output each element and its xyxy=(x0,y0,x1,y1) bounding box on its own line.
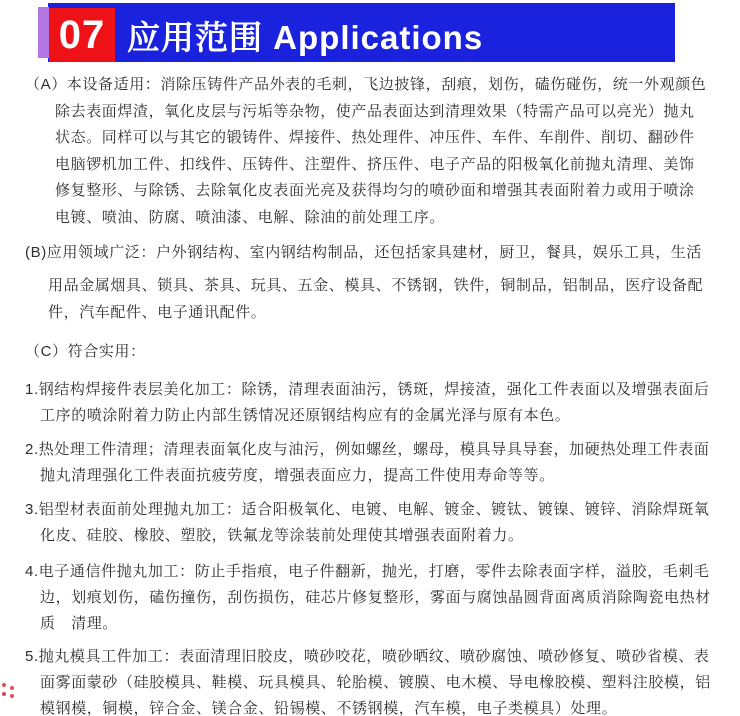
text-line: 面雾面蒙砂（硅胶模具、鞋模、玩具模具、轮胎模、镀膜、电木模、导电橡胶模、塑料注胶模，铝 xyxy=(40,674,711,691)
section-number: 07 xyxy=(58,12,106,57)
text-line: 除去表面焊渣，氧化皮层与污垢等杂物，使产品表面达到清理效果（特需产品可以亮光）抛丸 xyxy=(55,102,695,120)
text-line: （A）本设备适用：消除压铸件产品外表的毛刺，飞边披锋，刮痕，划伤，磕伤碰伤，统一外观颜色 xyxy=(25,76,707,93)
text-line: 3.铝型材表面前处理抛丸加工：适合阳极氧化、电镀、电解、镀金、镀钛、镀镍、镀锌、消除焊斑氧 xyxy=(25,501,710,518)
text-line: 边，划痕划伤，磕伤撞伤，刮伤损伤，硅芯片修复整形，雾面与腐蚀晶圆背面离质消除陶瓷电热材 xyxy=(40,589,711,606)
text-line: 5.抛丸模具工件加工：表面清理旧胶皮，喷砂咬花，喷砂晒纹、喷砂腐蚀、喷砂修复、喷砂省模、表 xyxy=(25,648,710,665)
red-ink-mark xyxy=(2,683,6,687)
text-line: 1.钢结构焊接件表层美化加工：除锈，清理表面油污，锈斑，焊接渣，强化工件表面以及增强表面后 xyxy=(25,381,710,398)
text-line: 用品金属烟具、锁具、茶具、玩具、五金、模具、不锈钢，铁件，铜制品，铝制品，医疗设备配 xyxy=(48,277,704,294)
text-line: 模钢模，铜模，锌合金、镁合金、铅锡模、不锈钢模，汽车模，电子类模具）处理。 xyxy=(40,700,618,716)
paragraph-c-heading xyxy=(25,339,725,365)
text-line: 电镀、喷油、防腐、喷油漆、电解、除油的前处理工序。 xyxy=(55,208,446,226)
text-line: 质 清理。 xyxy=(40,615,119,632)
text-line: （C）符合实用： xyxy=(25,343,146,360)
text-line: 化皮、硅胶、橡胶、塑胶，铁氟龙等涂装前处理使其增强表面附着力。 xyxy=(40,527,524,544)
section-banner xyxy=(38,3,675,62)
paragraph-b xyxy=(25,239,725,326)
list-item-4 xyxy=(25,559,725,637)
text-line: 4.电子通信件抛丸加工：防止手指痕，电子件翻新，抛光，打磨，零件去除表面字样，溢胶，毛刺毛 xyxy=(25,563,710,580)
section-title: 应用范围 Applications xyxy=(127,19,484,56)
text-line: 2.热处理工件清理；清理表面氧化皮与油污，例如螺丝，螺母，模具导具导套，加硬热处理工件表面 xyxy=(25,441,710,458)
accent-strip xyxy=(38,7,49,58)
text-line: 修复整形、与除锈、去除氧化皮表面光亮及获得均匀的喷砂面和增强其表面附着力或用于喷涂 xyxy=(55,182,695,199)
document-body xyxy=(25,72,725,716)
text-line: 工序的喷涂附着力防止内部生锈情况还原钢结构应有的金属光泽与原有本色。 xyxy=(40,407,571,424)
text-line: 抛丸清理强化工件表面抗疲劳度，增强表面应力，提高工件使用寿命等等。 xyxy=(40,467,555,484)
paragraph-a xyxy=(25,72,725,231)
text-line: 电脑锣机加工件、扣线件、压铸件、注塑件、挤压件、电子产品的阳极氧化前抛丸清理、美饰 xyxy=(55,155,695,173)
section-number-badge xyxy=(49,8,115,62)
list-item-2 xyxy=(25,437,725,489)
list-item-1 xyxy=(25,377,725,429)
text-line: 状态。同样可以与其它的锻铸件、焊接件、热处理件、冲压件、车件、车削件、削切、翻砂件 xyxy=(55,129,695,146)
list-item-5 xyxy=(25,644,725,716)
text-line: (B)应用领域广泛：户外钢结构、室内钢结构制品，还包括家具建材，厨卫，餐具，娱乐工具，生活 xyxy=(25,244,702,261)
list-item-3 xyxy=(25,497,725,549)
text-line: 件，汽车配件、电子通讯配件。 xyxy=(48,304,267,321)
